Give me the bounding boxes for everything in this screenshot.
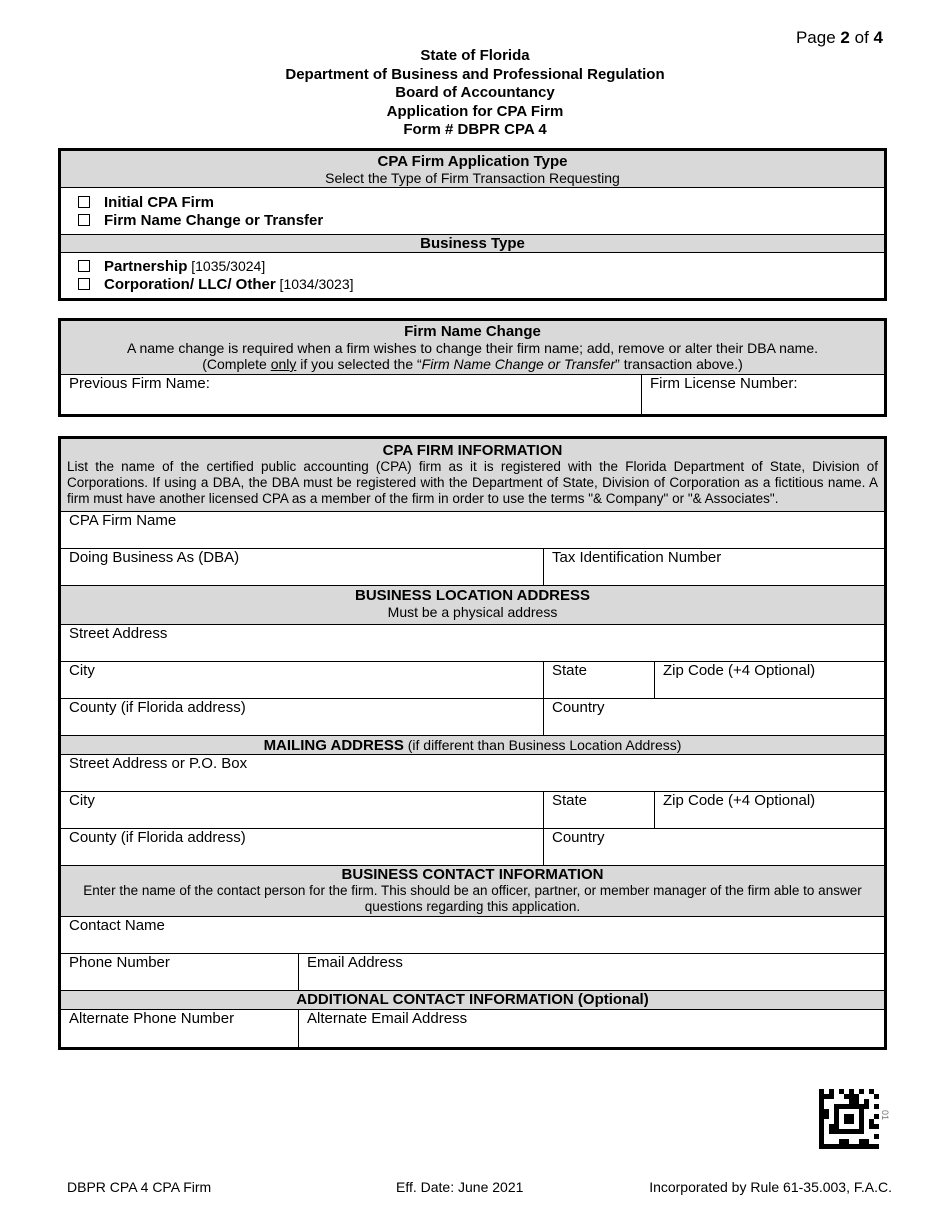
application-type-subtitle: Select the Type of Firm Transaction Requesting (325, 170, 620, 186)
business-type-title: Business Type (61, 235, 884, 252)
mailing-city-field[interactable]: City (69, 792, 95, 809)
previous-firm-name-field[interactable]: Previous Firm Name: (69, 375, 210, 392)
cpa-firm-information-section (58, 436, 887, 1050)
form-header (0, 47, 950, 140)
country-field[interactable]: Country (552, 699, 605, 716)
footer-effective-date: Eff. Date: June 2021 (396, 1179, 524, 1195)
phone-number-field[interactable]: Phone Number (69, 954, 170, 971)
mailing-address-header: MAILING ADDRESS (if different than Business Location Address) (61, 736, 884, 754)
mailing-country-field[interactable]: Country (552, 829, 605, 846)
option-partnership[interactable]: Partnership [1035/3024] (78, 258, 265, 275)
dba-field[interactable]: Doing Business As (DBA) (69, 549, 240, 566)
header-department: Department of Business and Professional Regulation (285, 65, 665, 83)
header-application: Application for CPA Firm (386, 102, 564, 120)
email-address-field[interactable]: Email Address (307, 954, 403, 971)
business-location-header: BUSINESS LOCATION ADDRESS Must be a physical address (61, 586, 884, 624)
state-field[interactable]: State (552, 662, 588, 679)
alternate-phone-field[interactable]: Alternate Phone Number (69, 1010, 235, 1027)
tax-id-field[interactable]: Tax Identification Number (552, 549, 722, 566)
option-initial-cpa-firm[interactable]: Initial CPA Firm (78, 194, 214, 211)
checkbox[interactable] (78, 278, 90, 290)
firm-name-change-desc: A name change is required when a firm wishes to change their firm name; add, remove or alter their DBA name. (126, 340, 818, 356)
mailing-state-field[interactable]: State (552, 792, 588, 809)
header-form-number: Form # DBPR CPA 4 (403, 121, 547, 138)
footer-rule: Incorporated by Rule 61-35.003, F.A.C. (649, 1179, 892, 1195)
firm-info-title: CPA FIRM INFORMATION (382, 442, 563, 459)
checkbox[interactable] (78, 196, 90, 208)
page-number: Page 2 of 4 (795, 28, 883, 47)
mailing-street-field[interactable]: Street Address or P.O. Box (69, 755, 248, 772)
contact-name-field[interactable]: Contact Name (69, 917, 165, 934)
barcode-code: 01 (880, 1109, 891, 1121)
option-firm-name-change[interactable]: Firm Name Change or Transfer (78, 212, 323, 229)
option-corporation-llc-other[interactable]: Corporation/ LLC/ Other [1034/3023] (78, 276, 354, 293)
firm-name-change-note: (Complete only if you selected the “Firm Name Change or Transfer” transaction above.) (202, 356, 743, 372)
firm-license-number-field[interactable]: Firm License Number: (650, 375, 798, 392)
application-type-section (58, 148, 887, 301)
application-type-header (61, 151, 884, 187)
firm-name-change-section (58, 318, 887, 417)
firm-info-desc: List the name of the certified public accounting (CPA) firm as it is registered with the Florida Department of State, Division of Corporations. If using a DBA, the DBA must be registered with the Department of State, Division of Corporation as a fictitious name. A firm must have another licensed CPA as a member of the firm in order to use the terms "& Company" or "& Associates". (67, 459, 878, 506)
checkbox[interactable] (78, 214, 90, 226)
zip-code-field[interactable]: Zip Code (+4 Optional) (663, 662, 816, 679)
city-field[interactable]: City (69, 662, 95, 679)
firm-info-header (61, 439, 884, 511)
alternate-email-field[interactable]: Alternate Email Address (307, 1010, 468, 1027)
barcode-image (819, 1089, 879, 1149)
business-contact-header: BUSINESS CONTACT INFORMATION Enter the name of the contact person for the firm. This should be an officer, partner, or member manager of the firm able to answer questions regarding this application. (61, 866, 884, 916)
header-board: Board of Accountancy (395, 84, 555, 101)
footer-form-name: DBPR CPA 4 CPA Firm (67, 1179, 212, 1195)
checkbox[interactable] (78, 260, 90, 272)
application-type-title: CPA Firm Application Type (377, 153, 568, 170)
firm-name-change-title: Firm Name Change (404, 323, 541, 340)
mailing-county-field[interactable]: County (if Florida address) (69, 829, 246, 846)
barcode-graphic (819, 1089, 879, 1149)
street-address-field[interactable]: Street Address (69, 625, 168, 642)
additional-contact-header: ADDITIONAL CONTACT INFORMATION (Optional) (61, 991, 884, 1009)
firm-name-change-header (61, 321, 884, 374)
cpa-firm-name-field[interactable]: CPA Firm Name (69, 512, 177, 529)
mailing-zip-field[interactable]: Zip Code (+4 Optional) (663, 792, 816, 809)
county-field[interactable]: County (if Florida address) (69, 699, 246, 716)
header-state: State of Florida (420, 47, 530, 64)
